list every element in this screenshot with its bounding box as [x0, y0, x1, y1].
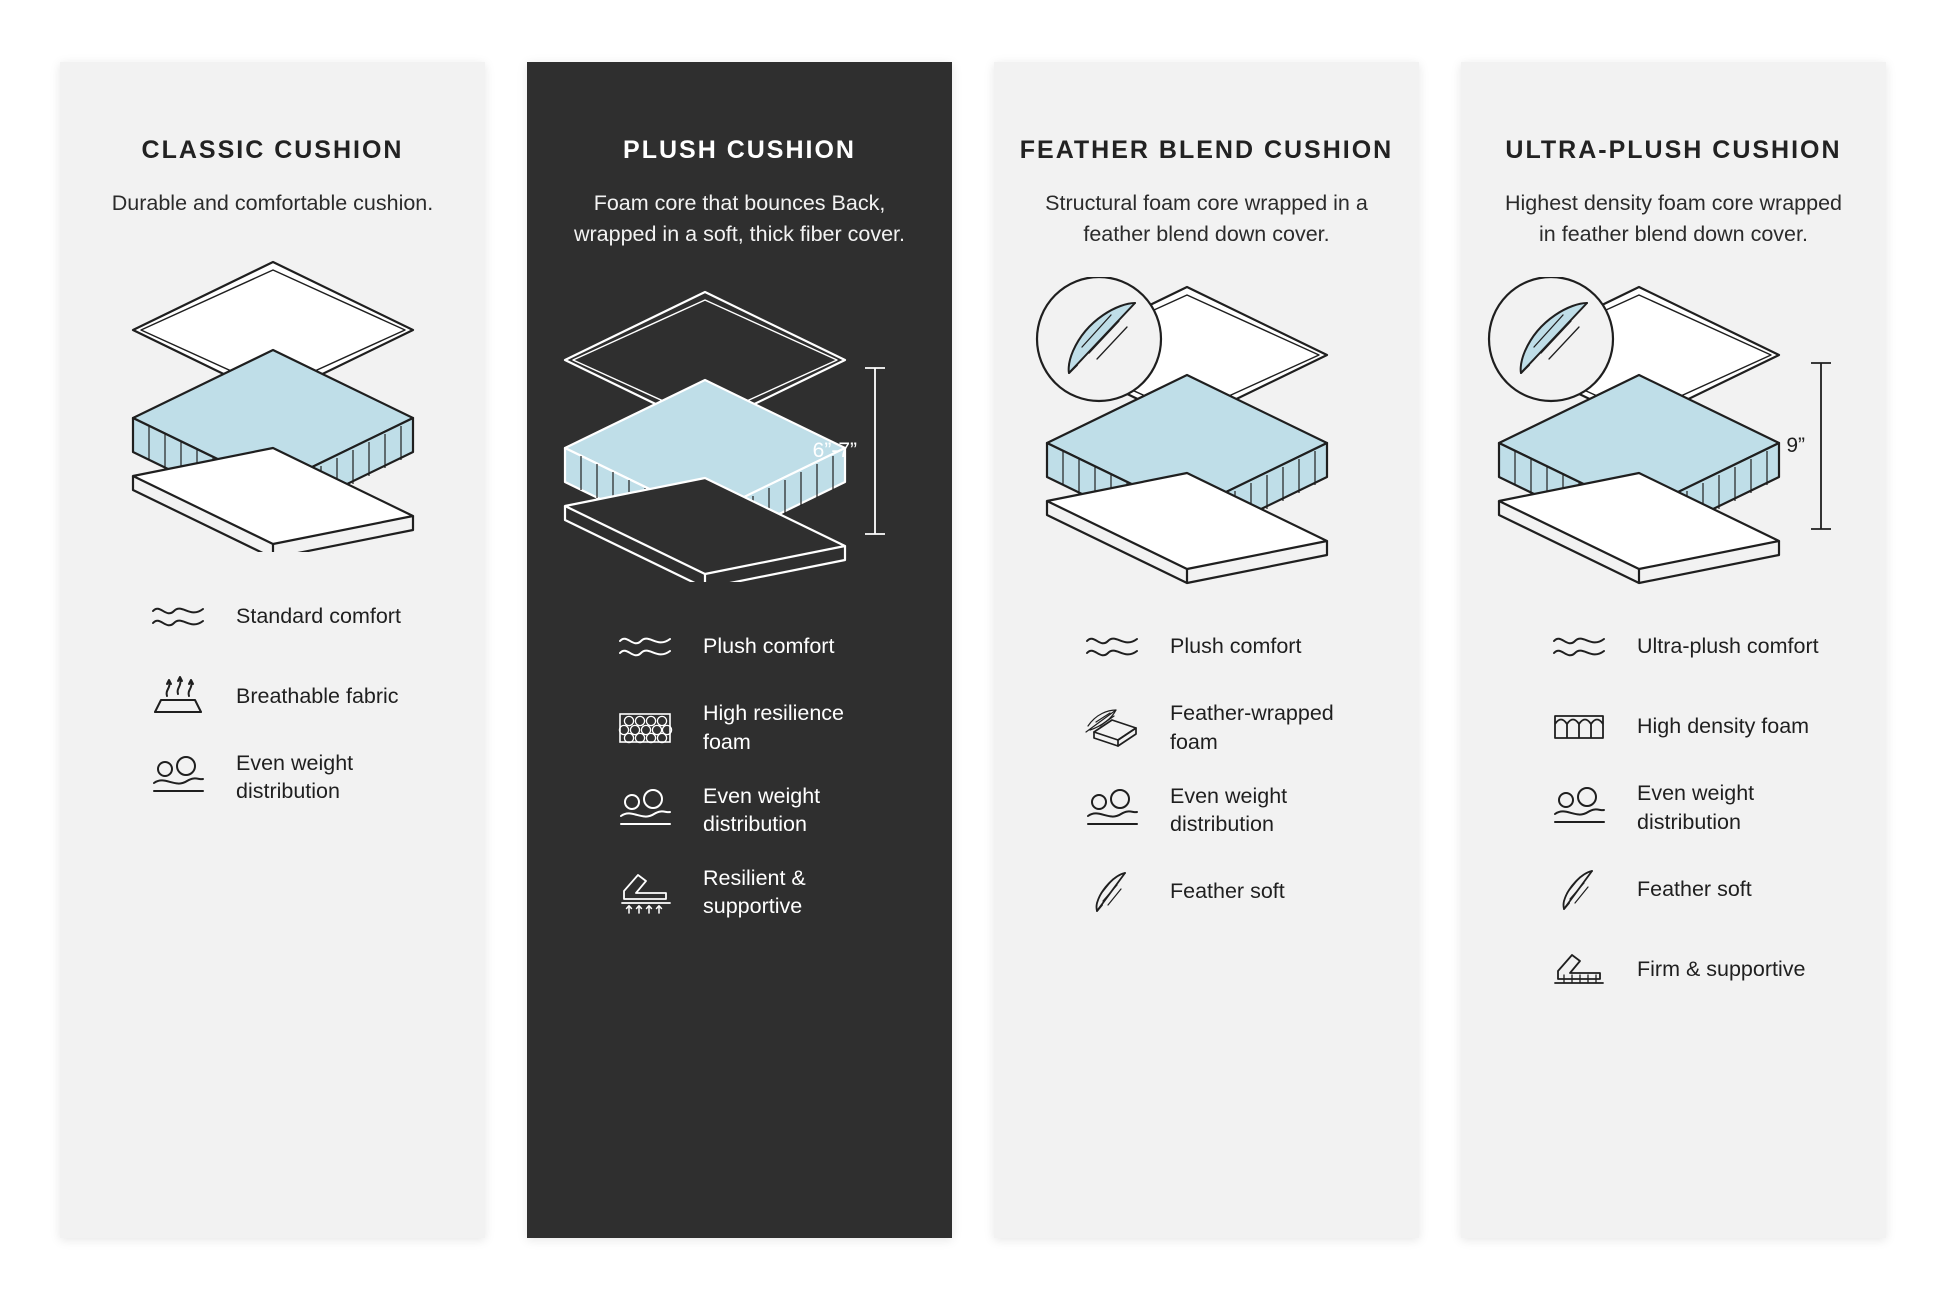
feather-icon — [1080, 865, 1144, 917]
feature-item — [613, 699, 890, 755]
cushion-card-classic — [60, 62, 485, 1238]
feature-label: Resilient & supportive — [703, 866, 806, 919]
feature-label: Firm & supportive — [1637, 956, 1806, 981]
feather-icon — [1547, 863, 1611, 915]
feature-label: High resilience foam — [703, 701, 845, 754]
feature-item — [1547, 619, 1824, 673]
feather-wrapped-foam-icon — [1080, 702, 1144, 754]
feature-label: Feather soft — [1637, 876, 1752, 901]
firm-supportive-icon — [1547, 943, 1611, 995]
feature-item — [1547, 779, 1824, 835]
feature-label: Plush comfort — [703, 634, 835, 659]
cushion-card-ultra-plush — [1461, 62, 1886, 1238]
feature-label: Even weight distribution — [1170, 783, 1288, 836]
wave-comfort-icon — [1080, 620, 1144, 672]
feature-label: Even weight distribution — [1637, 781, 1755, 834]
wave-comfort-icon — [613, 620, 677, 672]
feature-list — [994, 619, 1419, 918]
card-title: ULTRA-PLUSH CUSHION — [1505, 136, 1842, 164]
cushion-diagram-ultra-plush — [1461, 267, 1886, 597]
even-weight-distribution-icon — [146, 751, 210, 803]
honeycomb-foam-icon — [613, 702, 677, 754]
card-description: Foam core that bounces Back, wrapped in a soft, thick fiber cover. — [573, 191, 906, 246]
feature-list — [1461, 619, 1886, 995]
feature-label: High density foam — [1637, 714, 1810, 739]
high-density-foam-icon — [1547, 700, 1611, 752]
even-weight-distribution-icon — [1080, 784, 1144, 836]
feature-label: Standard comfort — [236, 603, 401, 628]
feature-list — [527, 619, 952, 920]
card-title: FEATHER BLEND CUSHION — [1019, 136, 1394, 164]
exploded-cushion-illustration — [1027, 277, 1387, 587]
feature-list — [60, 589, 485, 805]
exploded-cushion-illustration — [113, 252, 433, 552]
feature-item — [146, 669, 423, 723]
feature-item — [146, 749, 423, 805]
dimension-label: 9” — [1785, 434, 1805, 458]
feature-label: Breathable fabric — [236, 683, 399, 708]
card-description: Durable and comfortable cushion. — [111, 191, 434, 215]
feature-item — [146, 589, 423, 643]
feature-label: Feather soft — [1170, 879, 1285, 904]
cushion-diagram-feather-blend — [994, 267, 1419, 597]
card-title: PLUSH CUSHION — [623, 136, 856, 164]
feature-item — [1080, 864, 1357, 918]
wave-comfort-icon — [146, 590, 210, 642]
card-description: Highest density foam core wrapped in feather blend down cover. — [1504, 191, 1842, 246]
feature-item — [1547, 699, 1824, 753]
feature-label: Feather-wrapped foam — [1170, 701, 1334, 754]
even-weight-distribution-icon — [613, 784, 677, 836]
feature-item — [1080, 619, 1357, 673]
feature-label: Plush comfort — [1170, 634, 1302, 659]
cushion-card-feather-blend — [994, 62, 1419, 1238]
feature-item — [1547, 862, 1824, 916]
even-weight-distribution-icon — [1547, 782, 1611, 834]
cushion-diagram-classic — [60, 237, 485, 567]
feature-item — [613, 619, 890, 673]
feature-label: Even weight distribution — [703, 783, 821, 836]
wave-comfort-icon — [1547, 620, 1611, 672]
card-title: CLASSIC CUSHION — [141, 136, 404, 164]
feature-label: Even weight distribution — [236, 750, 354, 803]
exploded-cushion-illustration — [1479, 277, 1869, 587]
feature-item — [1080, 782, 1357, 838]
feature-item — [1547, 942, 1824, 996]
cushion-card-plush — [527, 62, 952, 1238]
exploded-cushion-illustration — [545, 282, 935, 582]
cushion-diagram-plush — [527, 267, 952, 597]
supportive-seat-icon — [613, 866, 677, 918]
card-description: Structural foam core wrapped in a feather blend down cover. — [1045, 191, 1368, 246]
feature-label: Ultra-plush comfort — [1637, 634, 1819, 659]
feature-item — [613, 864, 890, 920]
breathable-fabric-icon — [146, 670, 210, 722]
feature-item — [613, 782, 890, 838]
feature-item — [1080, 699, 1357, 755]
dimension-label: 6”-7” — [812, 439, 857, 463]
